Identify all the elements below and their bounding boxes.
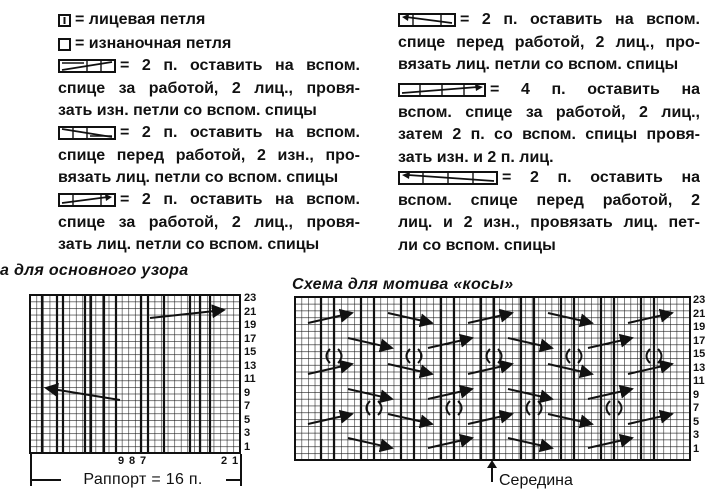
row-number: 15 bbox=[693, 348, 706, 361]
row-number: 5 bbox=[244, 413, 251, 426]
row-number: 7 bbox=[693, 402, 700, 415]
legend-text: спице перед работой, 2 лиц., про- bbox=[398, 33, 700, 51]
braid-chart-title: Схема для мотива «косы» bbox=[292, 276, 514, 293]
row-number: 21 bbox=[244, 305, 257, 318]
row-number: 1 bbox=[693, 442, 700, 455]
legend-entry-knit-stitch bbox=[58, 9, 360, 32]
main-pattern-chart bbox=[29, 294, 243, 456]
legend-text: зать изн. и 2 п. лиц. bbox=[398, 148, 554, 166]
column-number: 1 bbox=[232, 455, 239, 467]
legend-entry-cable-back-purl bbox=[58, 55, 360, 123]
legend-entry-cable-front-purl bbox=[58, 122, 360, 190]
cable-front-knit-icon bbox=[398, 13, 456, 27]
legend-text: = лицевая петля bbox=[75, 11, 206, 28]
legend-text: зать лиц. петли со вспом. спицы bbox=[58, 236, 320, 253]
main-chart-title: а для основного узора bbox=[0, 262, 189, 279]
repeat-label: Раппорт = 16 п. bbox=[83, 471, 203, 488]
legend-text: вспом. спице за работой, 2 лиц., bbox=[398, 103, 700, 121]
legend-text: зать изн. петли со вспом. спицы bbox=[58, 102, 317, 119]
row-number: 15 bbox=[244, 346, 257, 359]
row-number: 19 bbox=[693, 321, 706, 334]
column-number: 9 bbox=[118, 455, 125, 467]
legend-text: вязать лиц. петли со вспом. спицы bbox=[58, 169, 339, 186]
row-number: 11 bbox=[693, 375, 705, 388]
row-number: 19 bbox=[244, 319, 257, 332]
knit-stitch-icon bbox=[58, 14, 71, 27]
legend-entry-cable-back-knit bbox=[58, 189, 360, 257]
legend-text: вязать лиц. петли со вспом. спицы bbox=[398, 56, 679, 73]
chart-grid bbox=[30, 295, 240, 453]
braid-chart-row-numbers bbox=[693, 295, 717, 455]
cable-front-purl-icon bbox=[58, 126, 116, 140]
column-number: 7 bbox=[140, 455, 147, 467]
legend-entry-cable-4-back bbox=[398, 79, 700, 169]
legend-text: затем 2 п. со вспом. спицы провя- bbox=[398, 126, 700, 143]
legend-text: спице перед работой, 2 изн., про- bbox=[58, 146, 360, 164]
legend-entry-cable-front-knit bbox=[398, 9, 700, 77]
row-number: 17 bbox=[244, 332, 257, 345]
row-number: 21 bbox=[693, 307, 706, 320]
cable-4-back-icon bbox=[398, 83, 486, 97]
purl-stitch-icon bbox=[58, 38, 71, 51]
legend-text: ли со вспом. спицы bbox=[398, 236, 556, 254]
cable-back-knit-icon bbox=[58, 193, 116, 207]
row-number: 13 bbox=[693, 361, 706, 374]
legend-text: спице за работой, 2 лиц., провя- bbox=[58, 79, 360, 97]
braid-pattern-chart bbox=[294, 296, 692, 462]
row-number: 17 bbox=[693, 334, 706, 347]
row-number: 5 bbox=[693, 415, 700, 428]
row-number: 7 bbox=[244, 400, 251, 413]
legend-text: = 2 п. оставить на bbox=[502, 169, 700, 186]
row-number: 3 bbox=[244, 427, 251, 440]
legend-left-column bbox=[58, 0, 360, 262]
legend-text: = 2 п. оставить на вспом. bbox=[460, 11, 700, 28]
legend-text: = 2 п. оставить на вспом. bbox=[120, 124, 360, 141]
column-number: 2 bbox=[221, 455, 228, 467]
legend-text: спице за работой, 2 лиц., провя- bbox=[58, 213, 360, 231]
legend-text: = 4 п. оставить на bbox=[490, 81, 700, 98]
legend-text: = изнаночная петля bbox=[75, 35, 232, 52]
main-chart-row-numbers bbox=[244, 293, 268, 453]
row-number: 23 bbox=[244, 292, 257, 304]
center-label: Середина bbox=[499, 472, 573, 489]
row-number: 9 bbox=[693, 388, 700, 401]
row-number: 3 bbox=[693, 429, 700, 442]
legend-entry-purl-stitch bbox=[58, 33, 360, 56]
legend-text: = 2 п. оставить на вспом. bbox=[120, 191, 360, 208]
legend-text: вспом. спице перед работой, 2 bbox=[398, 191, 700, 209]
row-number: 11 bbox=[244, 373, 256, 386]
row-number: 9 bbox=[244, 386, 251, 399]
legend-text: лиц. и 2 изн., провязать лиц. пет- bbox=[398, 214, 700, 231]
cable-4-front-icon bbox=[398, 171, 498, 185]
legend-right-column bbox=[398, 0, 700, 262]
row-number: 1 bbox=[244, 440, 251, 453]
legend-text: = 2 п. оставить на вспом. bbox=[120, 57, 360, 74]
arrow-up-icon bbox=[486, 460, 498, 482]
cable-back-purl-icon bbox=[58, 59, 116, 73]
row-number: 13 bbox=[244, 359, 257, 372]
row-number: 23 bbox=[693, 294, 706, 306]
column-number: 8 bbox=[129, 455, 136, 467]
legend-entry-cable-4-front bbox=[398, 167, 700, 257]
